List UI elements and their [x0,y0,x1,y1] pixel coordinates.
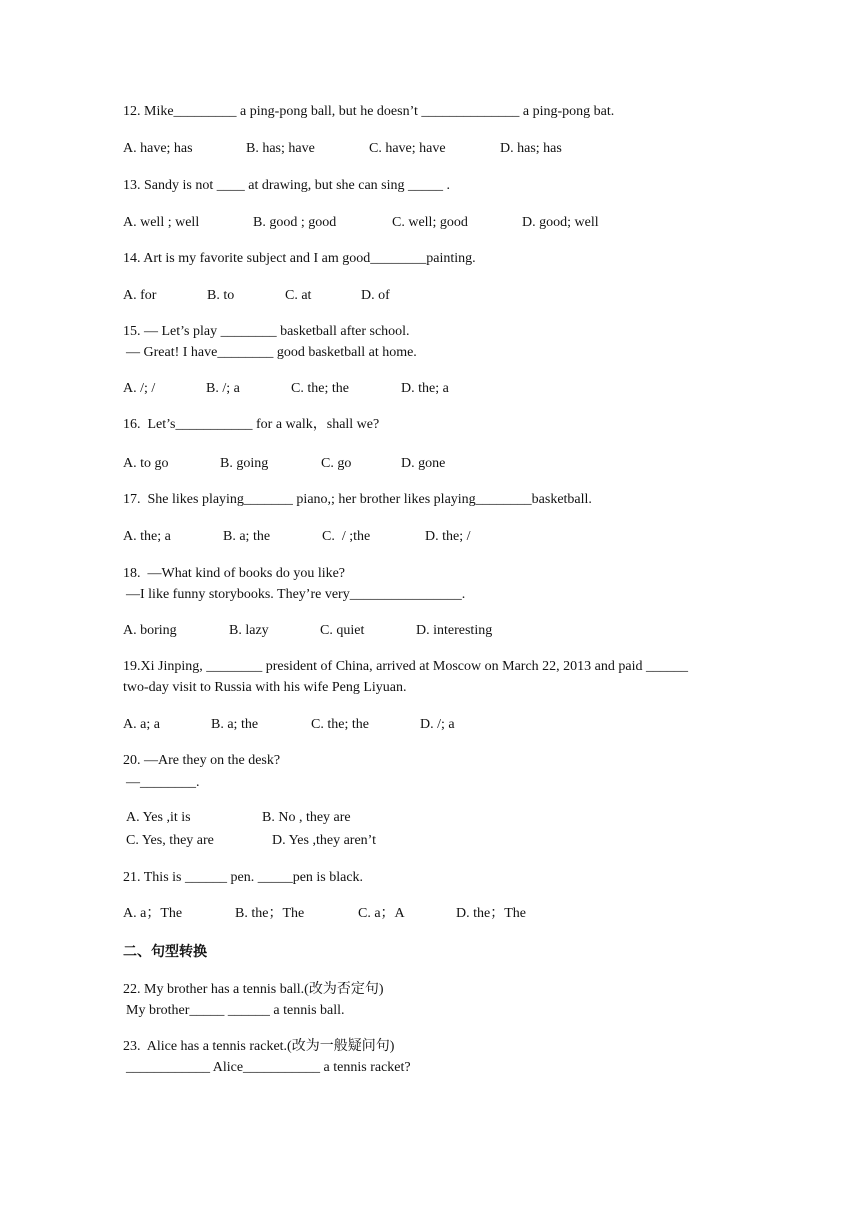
q14-option-d: D. of [361,288,390,303]
q12-option-a: A. have; has [123,141,193,156]
question-18-stem: 18. —What kind of books do you like? [123,566,346,581]
q15-option-a: A. /; / [123,381,156,396]
question-23-answer-line: ____________ Alice___________ a tennis racket? [126,1060,411,1075]
q12-option-c: C. have; have [369,141,446,156]
question-14-stem: 14. Art is my favorite subject and I am good________painting. [123,251,476,266]
question-21-stem: 21. This is ______ pen. _____pen is black. [123,870,364,885]
q13-option-a: A. well ; well [123,215,200,230]
question-15-stem-line2: — Great! I have________ good basketball at home. [126,345,417,360]
question-17-stem: 17. She likes playing_______ piano,; her brother likes playing________basketball. [123,492,592,507]
q21-option-a: A. a；The [123,906,183,921]
question-19-stem: 19.Xi Jinping, ________ president of China, arrived at Moscow on March 22, 2013 and paid ______ [123,659,688,674]
question-18-stem-line2: —I like funny storybooks. They’re very________________. [126,587,466,602]
q16-option-b: B. going [220,456,269,471]
q15-option-b: B. /; a [206,381,240,396]
section-2-heading: 二、句型转换 [123,944,207,960]
q17-option-d: D. the; / [425,529,471,544]
question-19-stem-line2: two-day visit to Russia with his wife Peng Liyuan. [123,680,407,695]
q14-option-c: C. at [285,288,312,303]
q20-option-b: B. No , they are [262,810,351,825]
q13-option-d: D. good; well [522,215,599,230]
question-23-stem: 23. Alice has a tennis racket.(改为一般疑问句) [123,1039,395,1054]
q16-option-c: C. go [321,456,352,471]
question-16-stem: 16. Let’s___________ for a walk，shall we? [123,417,380,432]
q14-option-a: A. for [123,288,157,303]
q21-option-b: B. the；The [235,906,305,921]
q18-option-b: B. lazy [229,623,269,638]
q17-option-b: B. a; the [223,529,271,544]
q12-option-d: D. has; has [500,141,562,156]
q13-option-b: B. good ; good [253,215,337,230]
q12-option-b: B. has; have [246,141,315,156]
question-15-stem: 15. — Let’s play ________ basketball after school. [123,324,410,339]
q19-option-d: D. /; a [420,717,455,732]
q18-option-d: D. interesting [416,623,493,638]
q14-option-b: B. to [207,288,235,303]
q20-option-d: D. Yes ,they aren’t [272,833,376,848]
q18-option-c: C. quiet [320,623,365,638]
q18-option-a: A. boring [123,623,177,638]
q16-option-a: A. to go [123,456,169,471]
q17-option-c: C. / ;the [322,529,371,544]
q21-option-d: D. the；The [456,906,526,921]
question-22-answer-line: My brother_____ ______ a tennis ball. [126,1003,345,1018]
q13-option-c: C. well; good [392,215,468,230]
q17-option-a: A. the; a [123,529,171,544]
q16-option-d: D. gone [401,456,446,471]
q19-option-c: C. the; the [311,717,369,732]
question-20-stem: 20. —Are they on the desk? [123,753,281,768]
q19-option-a: A. a; a [123,717,160,732]
question-20-stem-line2: —________. [126,775,200,790]
q20-option-a: A. Yes ,it is [126,810,191,825]
q15-option-d: D. the; a [401,381,449,396]
question-12-stem: 12. Mike_________ a ping-pong ball, but he doesn’t ______________ a ping-pong bat. [123,104,615,119]
question-22-stem: 22. My brother has a tennis ball.(改为否定句) [123,982,384,997]
q19-option-b: B. a; the [211,717,259,732]
q20-option-c: C. Yes, they are [126,833,214,848]
question-13-stem: 13. Sandy is not ____ at drawing, but she can sing _____ . [123,178,451,193]
q21-option-c: C. a；A [358,906,405,921]
q15-option-c: C. the; the [291,381,349,396]
